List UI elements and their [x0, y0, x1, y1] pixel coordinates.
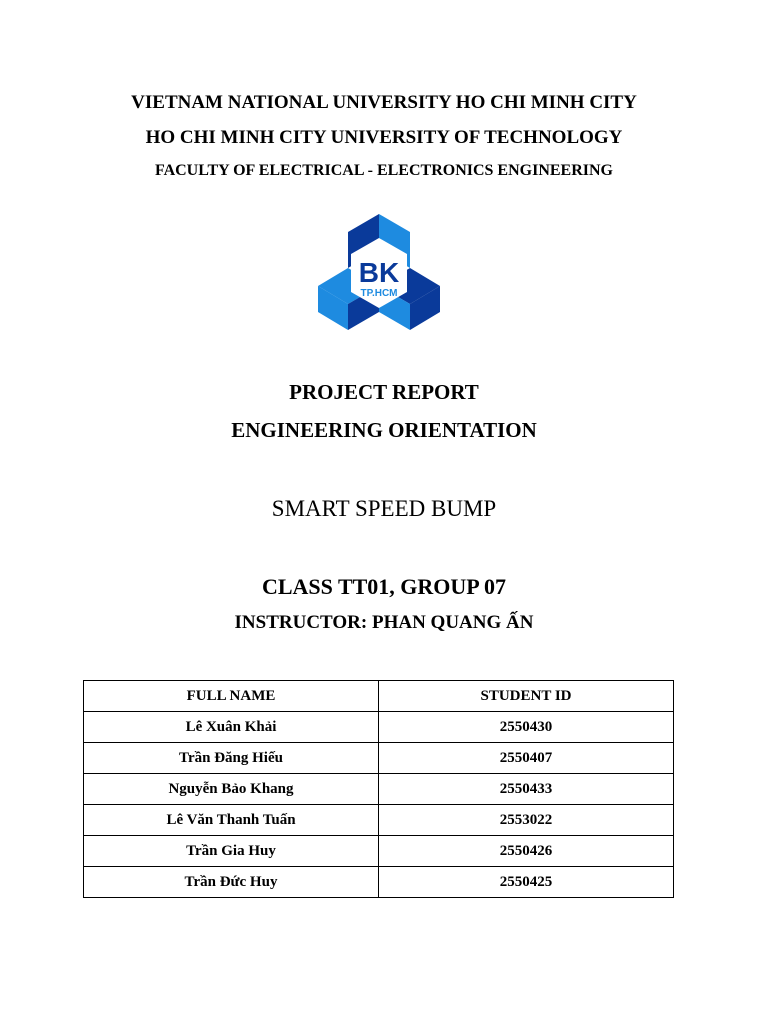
member-name: Lê Xuân Khải [84, 712, 379, 743]
bk-logo [318, 214, 440, 330]
member-name: Nguyễn Bảo Khang [84, 774, 379, 805]
table-row [84, 805, 674, 836]
table-row [84, 836, 674, 867]
members-table [83, 680, 674, 898]
column-header-student-id: STUDENT ID [379, 681, 674, 712]
member-id: 2550407 [379, 743, 674, 774]
member-name: Trần Đăng Hiếu [84, 743, 379, 774]
school-name: HO CHI MINH CITY UNIVERSITY OF TECHNOLOGY [145, 127, 623, 148]
member-name: Lê Văn Thanh Tuấn [84, 805, 379, 836]
table-row [84, 867, 674, 898]
report-subtitle: ENGINEERING ORIENTATION [231, 418, 537, 442]
member-id: 2550425 [379, 867, 674, 898]
faculty-name: FACULTY OF ELECTRICAL - ELECTRONICS ENGINEERING [154, 162, 613, 179]
column-header-full-name: FULL NAME [84, 681, 379, 712]
table-header-row [84, 681, 674, 712]
member-id: 2550430 [379, 712, 674, 743]
member-name: Trần Gia Huy [84, 836, 379, 867]
table-row [84, 712, 674, 743]
university-name: VIETNAM NATIONAL UNIVERSITY HO CHI MINH CITY [131, 92, 637, 113]
instructor: INSTRUCTOR: PHAN QUANG ẤN [234, 612, 534, 633]
member-name: Trần Đức Huy [84, 867, 379, 898]
logo-tphcm-text: TP.HCM [360, 288, 398, 299]
logo-bk-text: BK [358, 257, 400, 288]
report-title: PROJECT REPORT [289, 380, 479, 404]
member-id: 2553022 [379, 805, 674, 836]
table-row [84, 774, 674, 805]
project-title: SMART SPEED BUMP [271, 496, 497, 521]
member-id: 2550426 [379, 836, 674, 867]
member-id: 2550433 [379, 774, 674, 805]
table-row [84, 743, 674, 774]
class-group: CLASS TT01, GROUP 07 [261, 574, 507, 599]
